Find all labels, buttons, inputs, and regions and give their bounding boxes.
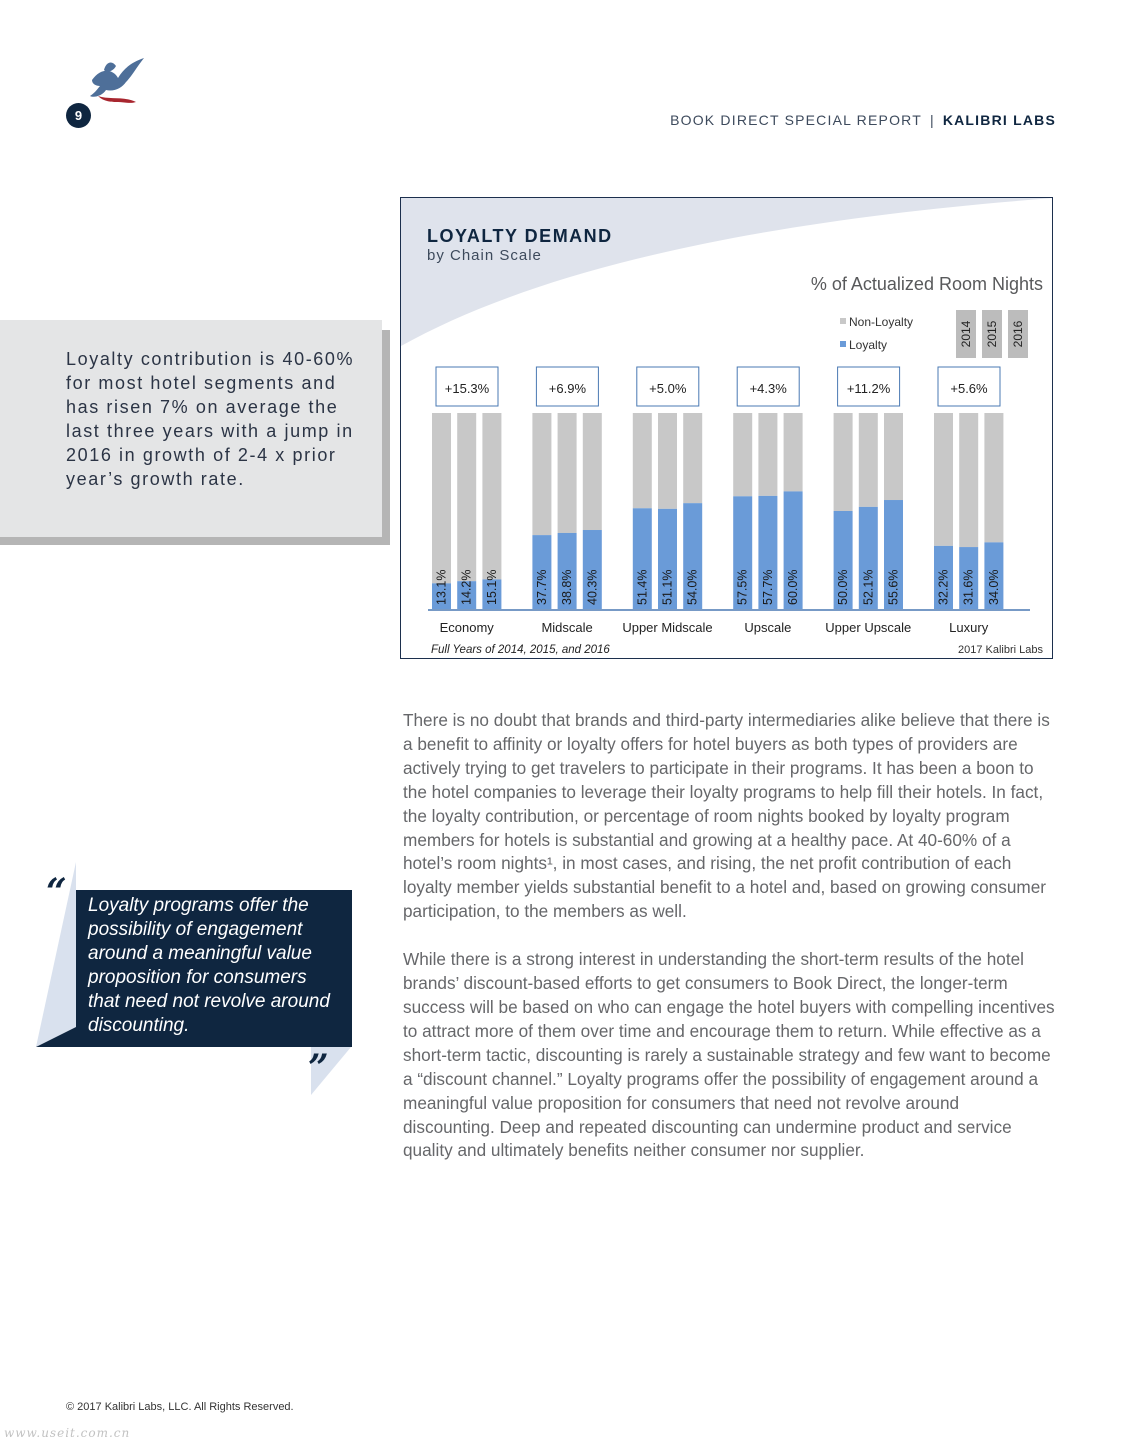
- bar-value-label: 31.6%: [961, 569, 976, 605]
- chart-subtitle: by Chain Scale: [427, 247, 542, 264]
- bar-value-label: 60.0%: [786, 569, 801, 605]
- bar-value-label: 50.0%: [836, 569, 851, 605]
- quote-open-mark: “: [46, 871, 67, 913]
- bar-non-loyalty: [658, 413, 677, 509]
- growth-label: +11.2%: [846, 381, 891, 396]
- bar-value-label: 13.1%: [434, 569, 449, 605]
- category-label: Upper Midscale: [622, 620, 713, 635]
- bar-value-label: 40.3%: [585, 569, 600, 605]
- watermark: www.useit.com.cn: [4, 1426, 131, 1440]
- bar-non-loyalty: [733, 413, 752, 496]
- bar-non-loyalty: [859, 413, 878, 507]
- chart-footnote: Full Years of 2014, 2015, and 2016: [431, 644, 610, 656]
- bar-value-label: 57.5%: [735, 569, 750, 605]
- bar-value-label: 51.4%: [635, 569, 650, 605]
- legend-label-non-loyalty: Non-Loyalty: [849, 315, 914, 329]
- page-number: 9: [66, 103, 91, 128]
- brand-name: KALIBRI LABS: [942, 112, 1056, 128]
- copyright-footer: © 2017 Kalibri Labs, LLC. All Rights Reserved.: [66, 1401, 294, 1413]
- bar-value-label: 15.1%: [484, 569, 499, 605]
- body-paragraph-2: While there is a strong interest in understanding the short-term results of the hotel brands’ discount-based efforts to get consumers to Book Direct, the longer-term success will be based on who can engage the hotel buyers with compelling incentives to attract more of them over time and encourage them to return. While effective as a short-term tactic, discounting is rarely a sustainable strategy and few want to become a “discount channel.” Loyalty programs offer the possibility of engagement around a meaningful value proposition for consumers that need not revolve around discounting. Deep and repeated discounting can undermine product and service quality and ultimately benefits neither consumer nor supplier.: [403, 949, 1055, 1161]
- year-label-2016: 2016: [1011, 320, 1025, 348]
- bar-value-label: 32.2%: [936, 569, 951, 605]
- legend-label-loyalty: Loyalty: [849, 338, 888, 352]
- bar-non-loyalty: [934, 413, 953, 546]
- growth-label: +6.9%: [548, 381, 587, 396]
- year-label-2014: 2014: [959, 320, 973, 348]
- bar-value-label: 38.8%: [560, 569, 575, 605]
- chart-bars: [432, 367, 1003, 635]
- callout-text: Loyalty contribution is 40-60% for most hotel segments and has risen 7% on average the last three years with a jump in 2016 in growth of 2-4 x prior year’s growth rate.: [66, 349, 355, 489]
- bar-value-label: 34.0%: [986, 569, 1001, 605]
- chart-svg: [401, 198, 1053, 659]
- report-header: [670, 112, 1056, 128]
- bar-non-loyalty: [959, 413, 978, 547]
- bar-non-loyalty: [457, 413, 476, 581]
- body-paragraph-1: There is no doubt that brands and third-party intermediaries alike believe that there is a benefit to affinity or loyalty offers for hotel buyers as both types of providers are actively trying to get travelers to participate in their programs. It has been a boon to the hotel companies to leverage their loyalty programs to help fill their hotels. In fact, the loyalty contribution, or percentage of room nights booked by loyalty program members for hotels is substantial and growing at a healthy pace. At 40-60% of a hotel’s room nights¹, in most cases, and rising, the net profit contribution of each loyalty member yields substantial benefit to a hotel and, based on growing consumer participation, to the members as well.: [403, 710, 1050, 922]
- quote-close-mark: ”: [308, 1047, 329, 1089]
- legend-swatch-loyalty: [840, 341, 846, 347]
- bar-non-loyalty: [558, 413, 577, 533]
- pull-quote-text: Loyalty programs offer the possibility of engagement around a meaningful value proposition for consumers that need not revolve around discounting.: [88, 895, 330, 1036]
- bar-non-loyalty: [432, 413, 451, 583]
- bar-non-loyalty: [758, 413, 777, 496]
- bar-value-label: 51.1%: [660, 569, 675, 605]
- growth-label: +4.3%: [749, 381, 787, 396]
- bar-non-loyalty: [532, 413, 551, 535]
- body-text: [403, 709, 1055, 1187]
- bar-non-loyalty: [583, 413, 602, 530]
- report-title: BOOK DIRECT SPECIAL REPORT: [670, 112, 922, 128]
- year-labels: [956, 310, 1028, 358]
- year-label-2015: 2015: [985, 320, 999, 348]
- chart-header-swoosh: [401, 198, 1053, 346]
- chart-title: LOYALTY DEMAND: [427, 226, 613, 246]
- bar-non-loyalty: [834, 413, 853, 511]
- growth-label: +5.0%: [649, 381, 687, 396]
- bar-value-label: 14.2%: [459, 569, 474, 605]
- kalibri-bird-logo: [84, 52, 148, 112]
- bar-value-label: 37.7%: [534, 569, 549, 605]
- bar-non-loyalty: [884, 413, 903, 500]
- chart-legend: [840, 315, 913, 352]
- bar-non-loyalty: [984, 413, 1003, 542]
- chart-source: 2017 Kalibri Labs: [957, 644, 1043, 656]
- category-label: Economy: [439, 620, 494, 635]
- growth-label: +5.6%: [950, 381, 988, 396]
- category-label: Luxury: [949, 620, 989, 635]
- category-label: Upscale: [744, 620, 792, 635]
- bar-non-loyalty: [784, 413, 803, 491]
- loyalty-demand-chart: [400, 197, 1053, 659]
- category-label: Upper Upscale: [825, 620, 912, 635]
- bar-value-label: 54.0%: [685, 569, 700, 605]
- bar-non-loyalty: [482, 413, 501, 579]
- header-separator: |: [929, 112, 935, 128]
- chart-ylabel: % of Actualized Room Nights: [810, 274, 1043, 294]
- bar-value-label: 52.1%: [861, 569, 876, 605]
- bar-value-label: 55.6%: [886, 569, 901, 605]
- category-label: Midscale: [541, 620, 593, 635]
- bar-non-loyalty: [683, 413, 702, 503]
- bar-value-label: 57.7%: [760, 569, 775, 605]
- growth-label: +15.3%: [444, 381, 490, 396]
- bar-non-loyalty: [633, 413, 652, 508]
- legend-swatch-non-loyalty: [840, 318, 846, 324]
